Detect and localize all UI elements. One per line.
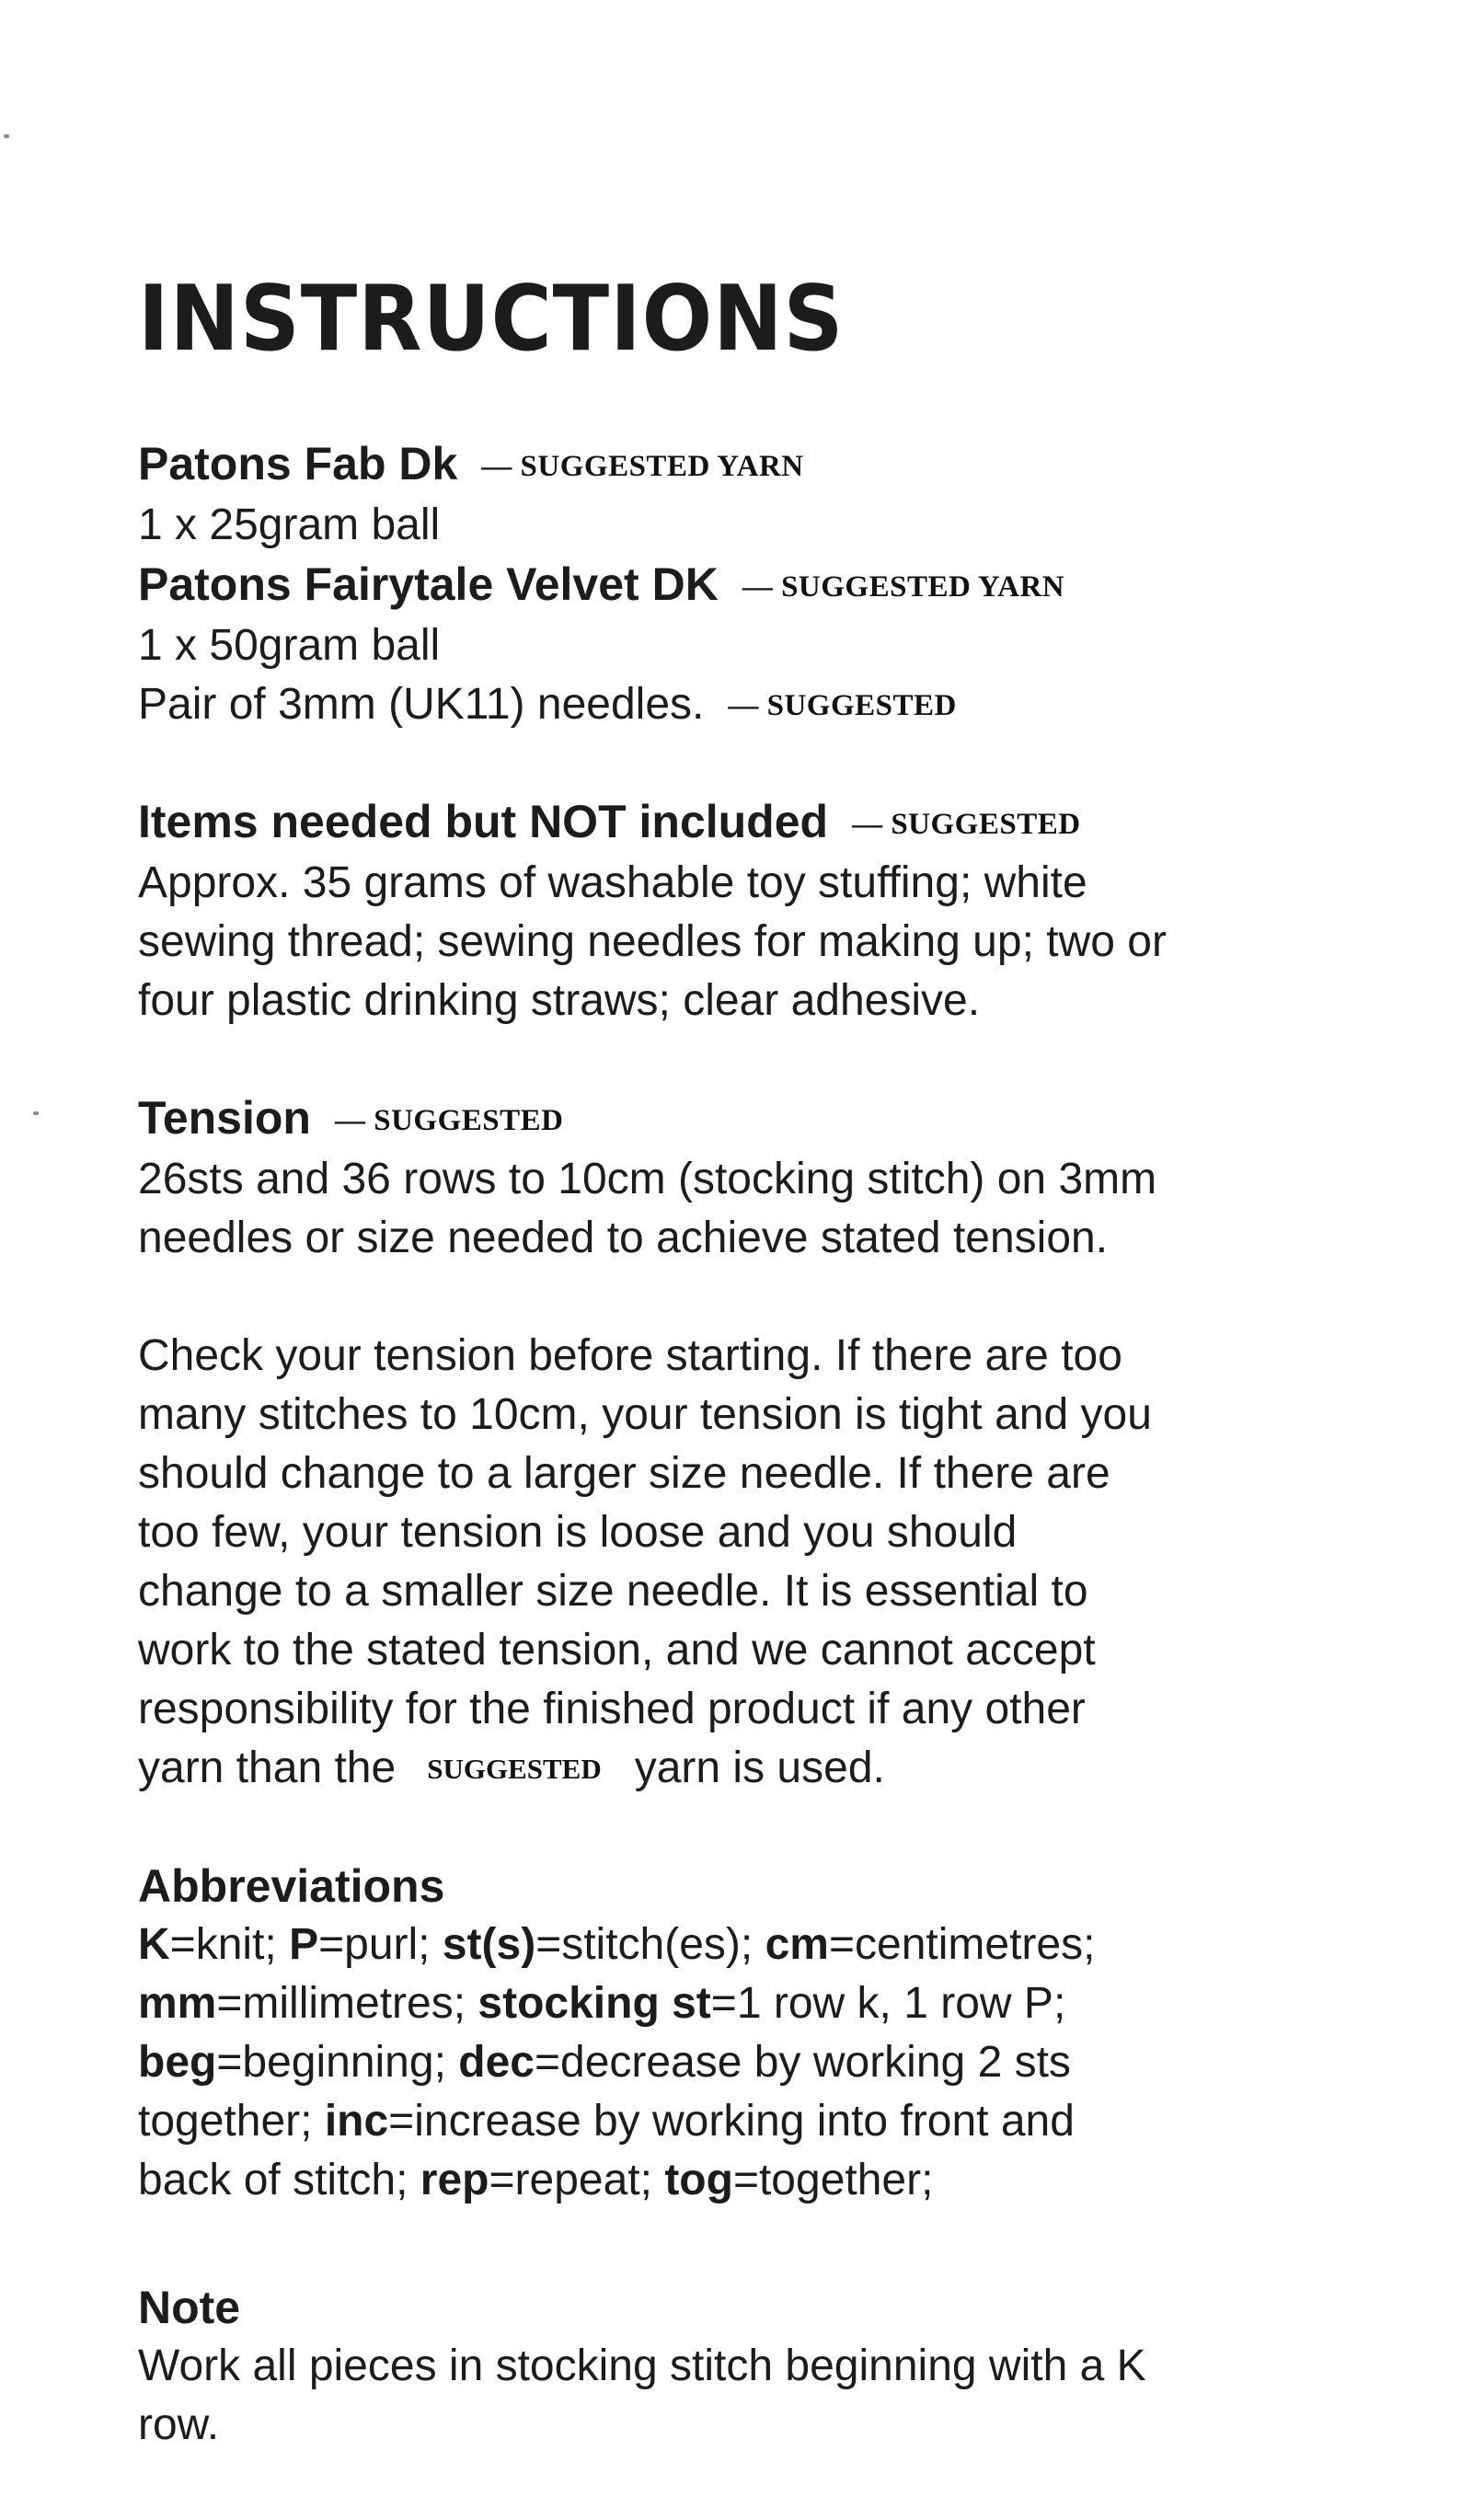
abbreviations-section (138, 1857, 1426, 2210)
abbreviation-line: back of stitch; rep=repeat; tog=together; (138, 2156, 934, 2204)
items-needed-text: sewing thread; sewing needles for making up; two or (138, 917, 1167, 966)
items-needed-text: Approx. 35 grams of washable toy stuffing; white (138, 858, 1087, 907)
abbr-value: centimetres (855, 1920, 1084, 1969)
scan-speck (4, 134, 9, 138)
note-text: row. (138, 2400, 220, 2449)
abbr-key: inc (324, 2097, 389, 2146)
abbr-value: millimetres (242, 1979, 454, 2028)
abbr-key: mm (138, 1979, 217, 2028)
abbr-key: stocking st (477, 1979, 711, 2028)
needles-note: — SUGGESTED (728, 689, 957, 722)
needles-line (138, 675, 1426, 735)
yarn-1-line (138, 434, 1426, 496)
abbreviation-line: beg=beginning; dec=decrease by working 2 sts (138, 2038, 1071, 2087)
yarn-2-quantity: 1 x 50gram ball (138, 621, 441, 670)
abbreviation-line: together; inc=increase by working into front and (138, 2097, 1075, 2146)
abbr-value: knit (195, 1920, 265, 1969)
yarn-2-note: — SUGGESTED YARN (742, 570, 1065, 604)
check-last-note: SUGGESTED (427, 1753, 602, 1785)
abbr-value: decrease by working 2 sts (560, 2038, 1071, 2087)
yarn-2-name: Patons Fairytale Velvet DK (138, 558, 719, 610)
abbr-value: together (758, 2156, 922, 2204)
check-last-line (138, 1739, 1426, 1799)
abbr-key: cm (765, 1920, 829, 1969)
yarn-1-quantity: 1 x 25gram ball (138, 501, 441, 549)
abbreviation-line: K=knit; P=purl; st(s)=stitch(es); cm=centimetres; (138, 1920, 1096, 1969)
check-text: change to a smaller size needle. It is essential to (138, 1567, 1088, 1616)
yarn-2-line (138, 555, 1426, 616)
materials-section (138, 434, 1426, 735)
abbr-key: tog (664, 2156, 733, 2204)
items-needed-text: four plastic drinking straws; clear adhesive. (138, 976, 981, 1025)
abbr-key: rep (420, 2156, 489, 2204)
check-text: too few, your tension is loose and you should (138, 1508, 1018, 1557)
abbr-value: back of stitch (138, 2156, 397, 2204)
note-text: Work all pieces in stocking stitch beginning with a K (138, 2342, 1146, 2390)
abbr-value: increase by working into front and (414, 2097, 1075, 2146)
scan-speck (33, 1111, 39, 1115)
abbr-key: st(s) (442, 1920, 536, 1969)
abbr-value: 1 row k, 1 row P (736, 1979, 1053, 2028)
items-needed-heading-line (138, 792, 1426, 854)
note-heading: Note (138, 2282, 241, 2333)
tension-section (138, 1088, 1426, 1268)
tension-text: 26sts and 36 rows to 10cm (stocking stitch) on 3mm (138, 1155, 1157, 1203)
tension-heading-line (138, 1088, 1426, 1150)
items-needed-heading: Items needed but NOT included (138, 796, 829, 847)
abbr-key: P (289, 1920, 319, 1969)
abbr-value: purl (344, 1920, 419, 1969)
yarn-1-name: Patons Fab Dk (138, 438, 458, 489)
check-last-after: yarn is used. (634, 1743, 885, 1792)
items-needed-note: — SUGGESTED (852, 808, 1081, 841)
yarn-1-note: — SUGGESTED YARN (481, 450, 804, 483)
check-last-before: yarn than the (138, 1743, 397, 1792)
abbr-key: K (138, 1920, 170, 1969)
abbr-key: dec (458, 2038, 535, 2087)
abbreviations-heading: Abbreviations (138, 1860, 445, 1912)
tension-note: — SUGGESTED (334, 1104, 564, 1137)
check-tension-paragraph (138, 1327, 1426, 1799)
check-text: responsibility for the finished product if any other (138, 1685, 1086, 1733)
tension-text: needles or size needed to achieve stated tension. (138, 1214, 1109, 1262)
check-text: Check your tension before starting. If there are too (138, 1331, 1122, 1380)
page-title: INSTRUCTIONS (138, 267, 845, 372)
abbreviation-line: mm=millimetres; stocking st=1 row k, 1 row P; (138, 1979, 1066, 2028)
abbr-value: repeat (514, 2156, 640, 2204)
tension-heading: Tension (138, 1092, 311, 1144)
abbr-value: beginning (242, 2038, 434, 2087)
needles-text: Pair of 3mm (UK11) needles. (138, 680, 705, 729)
abbr-value: stitch(es) (561, 1920, 741, 1969)
check-text: should change to a larger size needle. If there are (138, 1449, 1110, 1498)
note-section (138, 2278, 1426, 2455)
check-text: many stitches to 10cm, your tension is tight and you (138, 1390, 1152, 1439)
abbr-key: beg (138, 2038, 217, 2087)
items-needed-section (138, 792, 1426, 1030)
abbr-value: together (138, 2097, 301, 2146)
check-text: work to the stated tension, and we cannot accept (138, 1626, 1096, 1674)
